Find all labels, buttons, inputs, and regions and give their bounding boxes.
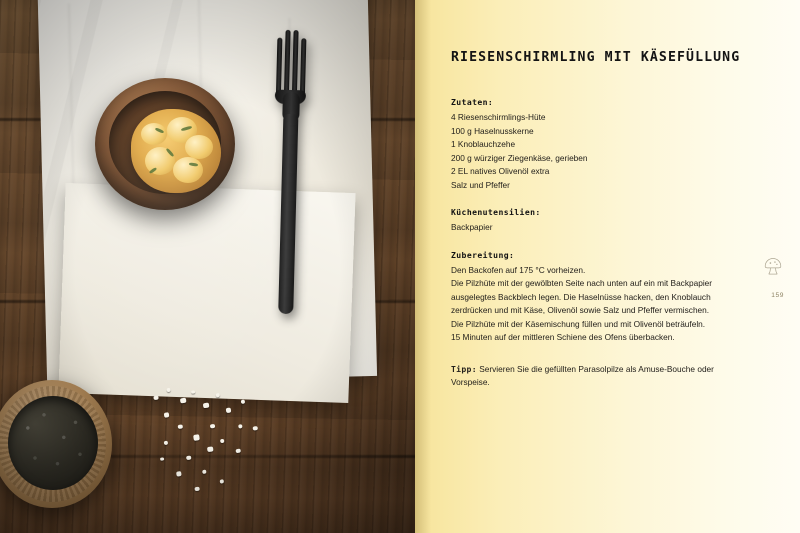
ingredients-heading: Zutaten:: [451, 97, 494, 108]
preparation-step: 15 Minuten auf der mittleren Schiene des Ofens überbacken.: [451, 332, 675, 343]
list-item: 100 g Haselnusskerne: [451, 125, 534, 136]
cracked-pepper: [8, 396, 98, 490]
tip-label: Tipp:: [451, 363, 477, 374]
wooden-bowl: [95, 78, 235, 210]
coarse-salt-scatter: [142, 372, 287, 509]
book-spine-shadow: [415, 0, 431, 533]
list-item: Salz und Pfeffer: [451, 179, 510, 190]
cheese-topping: [185, 135, 213, 159]
fork-tine: [284, 30, 291, 98]
preparation-step: Die Pilzhüte mit der Käsemischung füllen und mit Olivenöl beträufeln.: [451, 318, 706, 329]
list-item: 1 Knoblauchzehe: [451, 139, 516, 150]
fork-tine: [292, 30, 299, 98]
black-fork: [251, 17, 329, 319]
fork-handle: [278, 114, 298, 314]
preparation-step: Die Pilzhüte mit der gewölbten Seite nach unten auf ein mit Backpapier ausgelegtes Backblech legen. Die Haselnüsse hacken, den Knoblauch zerdrücken und mit Käse, Olivenöl sowie Salz und Pfeffer vermischen.: [451, 278, 713, 316]
mushroom-icon: [760, 252, 786, 278]
ingredients-list: [451, 111, 762, 192]
cheese-topping: [173, 157, 203, 183]
tip-text: Servieren Sie die gefüllten Parasolpilze als Amuse-Bouche oder Vorspeise.: [451, 363, 714, 388]
page-number: 159: [771, 292, 784, 299]
bowl-interior: [109, 91, 221, 194]
list-item: 200 g würziger Ziegenkäse, gerieben: [451, 152, 588, 163]
preparation-section: [451, 250, 751, 345]
preparation-step: Den Backofen auf 175 °C vorheizen.: [451, 264, 586, 275]
ingredients-section: [451, 97, 762, 192]
page-title: RIESENSCHIRMLING MIT KÄSEFÜLLUNG: [451, 50, 741, 65]
utensils-text: Backpapier: [451, 222, 493, 233]
list-item: 2 EL natives Olivenöl extra: [451, 166, 550, 177]
utensils-heading: Küchenutensilien:: [451, 207, 541, 218]
preparation-heading: Zubereitung:: [451, 249, 515, 260]
stuffed-mushroom: [131, 109, 221, 193]
utensils-section: [451, 207, 762, 235]
recipe-text-page: [415, 0, 800, 533]
tip-section: [451, 363, 751, 390]
list-item: 4 Riesenschirmlings-Hüte: [451, 112, 546, 123]
cheese-topping: [141, 123, 167, 145]
